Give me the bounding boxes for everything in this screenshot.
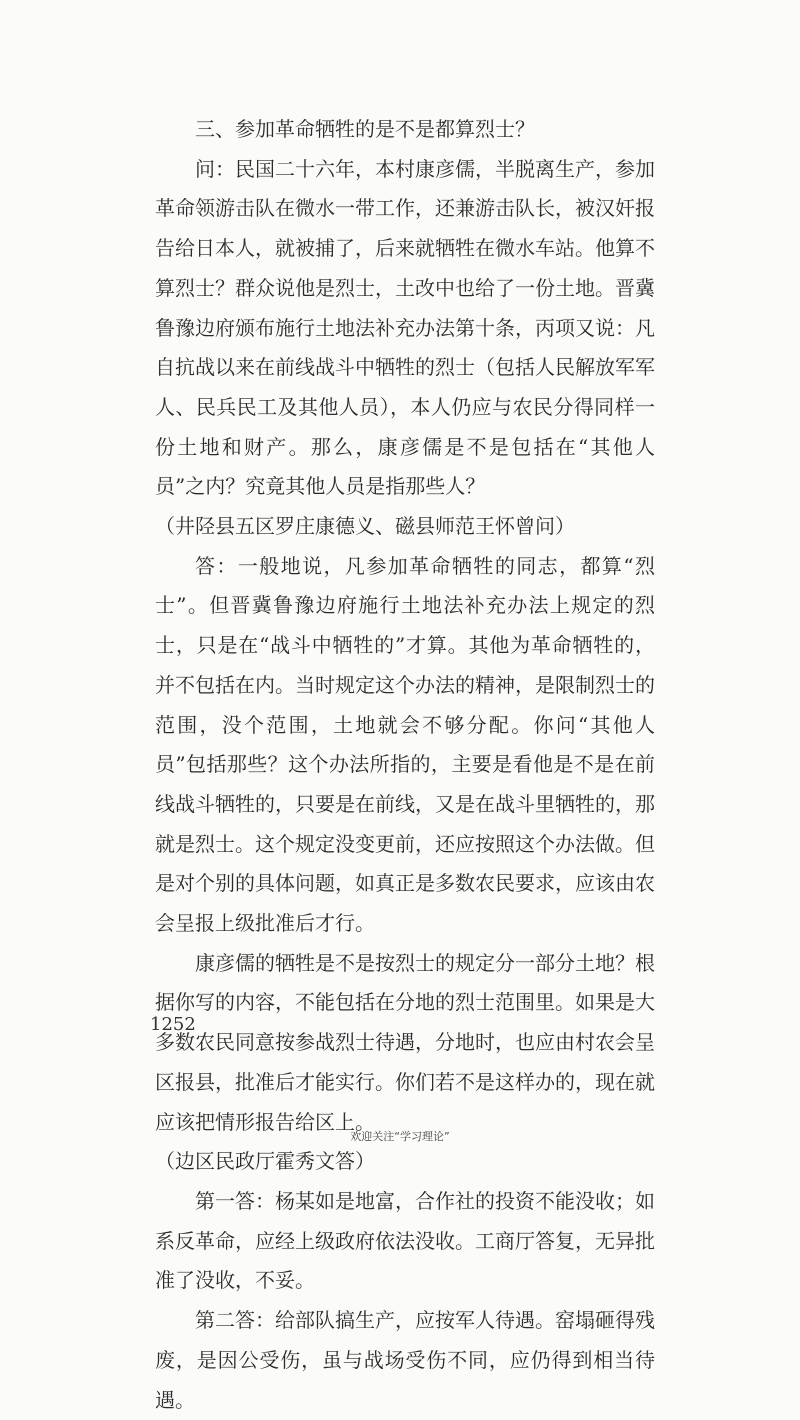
section-heading: 三、参加革命牺牲的是不是都算烈士？ [195,117,535,141]
page-number: 1252 [150,1014,196,1035]
question-attribution: （井陉县五区罗庄康德义、磁县师范王怀曾问） [155,514,575,539]
answer-attribution: （边区民政厅霍秀文答） [155,1149,375,1174]
question-paragraph: 问：民国二十六年，本村康彦儒，半脱离生产，参加革命领游击队在微水一带工作，还兼游击队长，被汉奸报告给日本人，就被捕了，后来就牺牲在微水车站。他算不算烈士？群众说他是烈士，土改中也给了一份土地。晋冀鲁豫边府颁布施行土地法补充办法第十条，丙项又说：凡自抗战以来在前线战斗中牺牲的烈士（包括人民解放军军人、民兵民工及其他人员），本人仍应与农民分得同样一份土地和财产。那么，康彦儒是不是包括在“其他人员”之内？究竟其他人员是指那些人？ [155,156,655,499]
first-answer-paragraph: 第一答：杨某如是地富，合作社的投资不能没收；如系反革命，应经上级政府依法没收。工商厅答复，无异批准了没收，不妥。 [155,1188,655,1293]
answer-paragraph-2: 康彦儒的牺牲是不是按烈士的规定分一部分土地？根据你写的内容，不能包括在分地的烈士范围里。如果是大多数农民同意按参战烈士待遇，分地时，也应由村农会呈区报县，批准后才能实行。你们若不是这样办的，现在就应该把情形报告给区上。 [155,950,655,1134]
body-text [155,110,655,1420]
footer-text: 欢迎关注“学习理论” [350,1130,450,1143]
answer-paragraph: 答：一般地说，凡参加革命牺牲的同志，都算“烈士”。但晋冀鲁豫边府施行土地法补充办法上规定的烈士，只是在“战斗中牺牲的”才算。其他为革命牺牲的，并不包括在内。当时规定这个办法的精神，是限制烈士的范围，没个范围，土地就会不够分配。你问“其他人员”包括那些？这个办法所指的，主要是看他是不是在前线战斗牺牲的，只要是在前线，又是在战斗里牺牲的，那就是烈士。这个规定没变更前，还应按照这个办法做。但是对个别的具体问题，如真正是多数农民要求，应该由农会呈报上级批准后才行。 [155,553,655,936]
second-answer-paragraph: 第二答：给部队搞生产，应按军人待遇。窑塌砸得残废，是因公受伤，虽与战场受伤不同，应仍得到相当待遇。 [155,1308,655,1412]
